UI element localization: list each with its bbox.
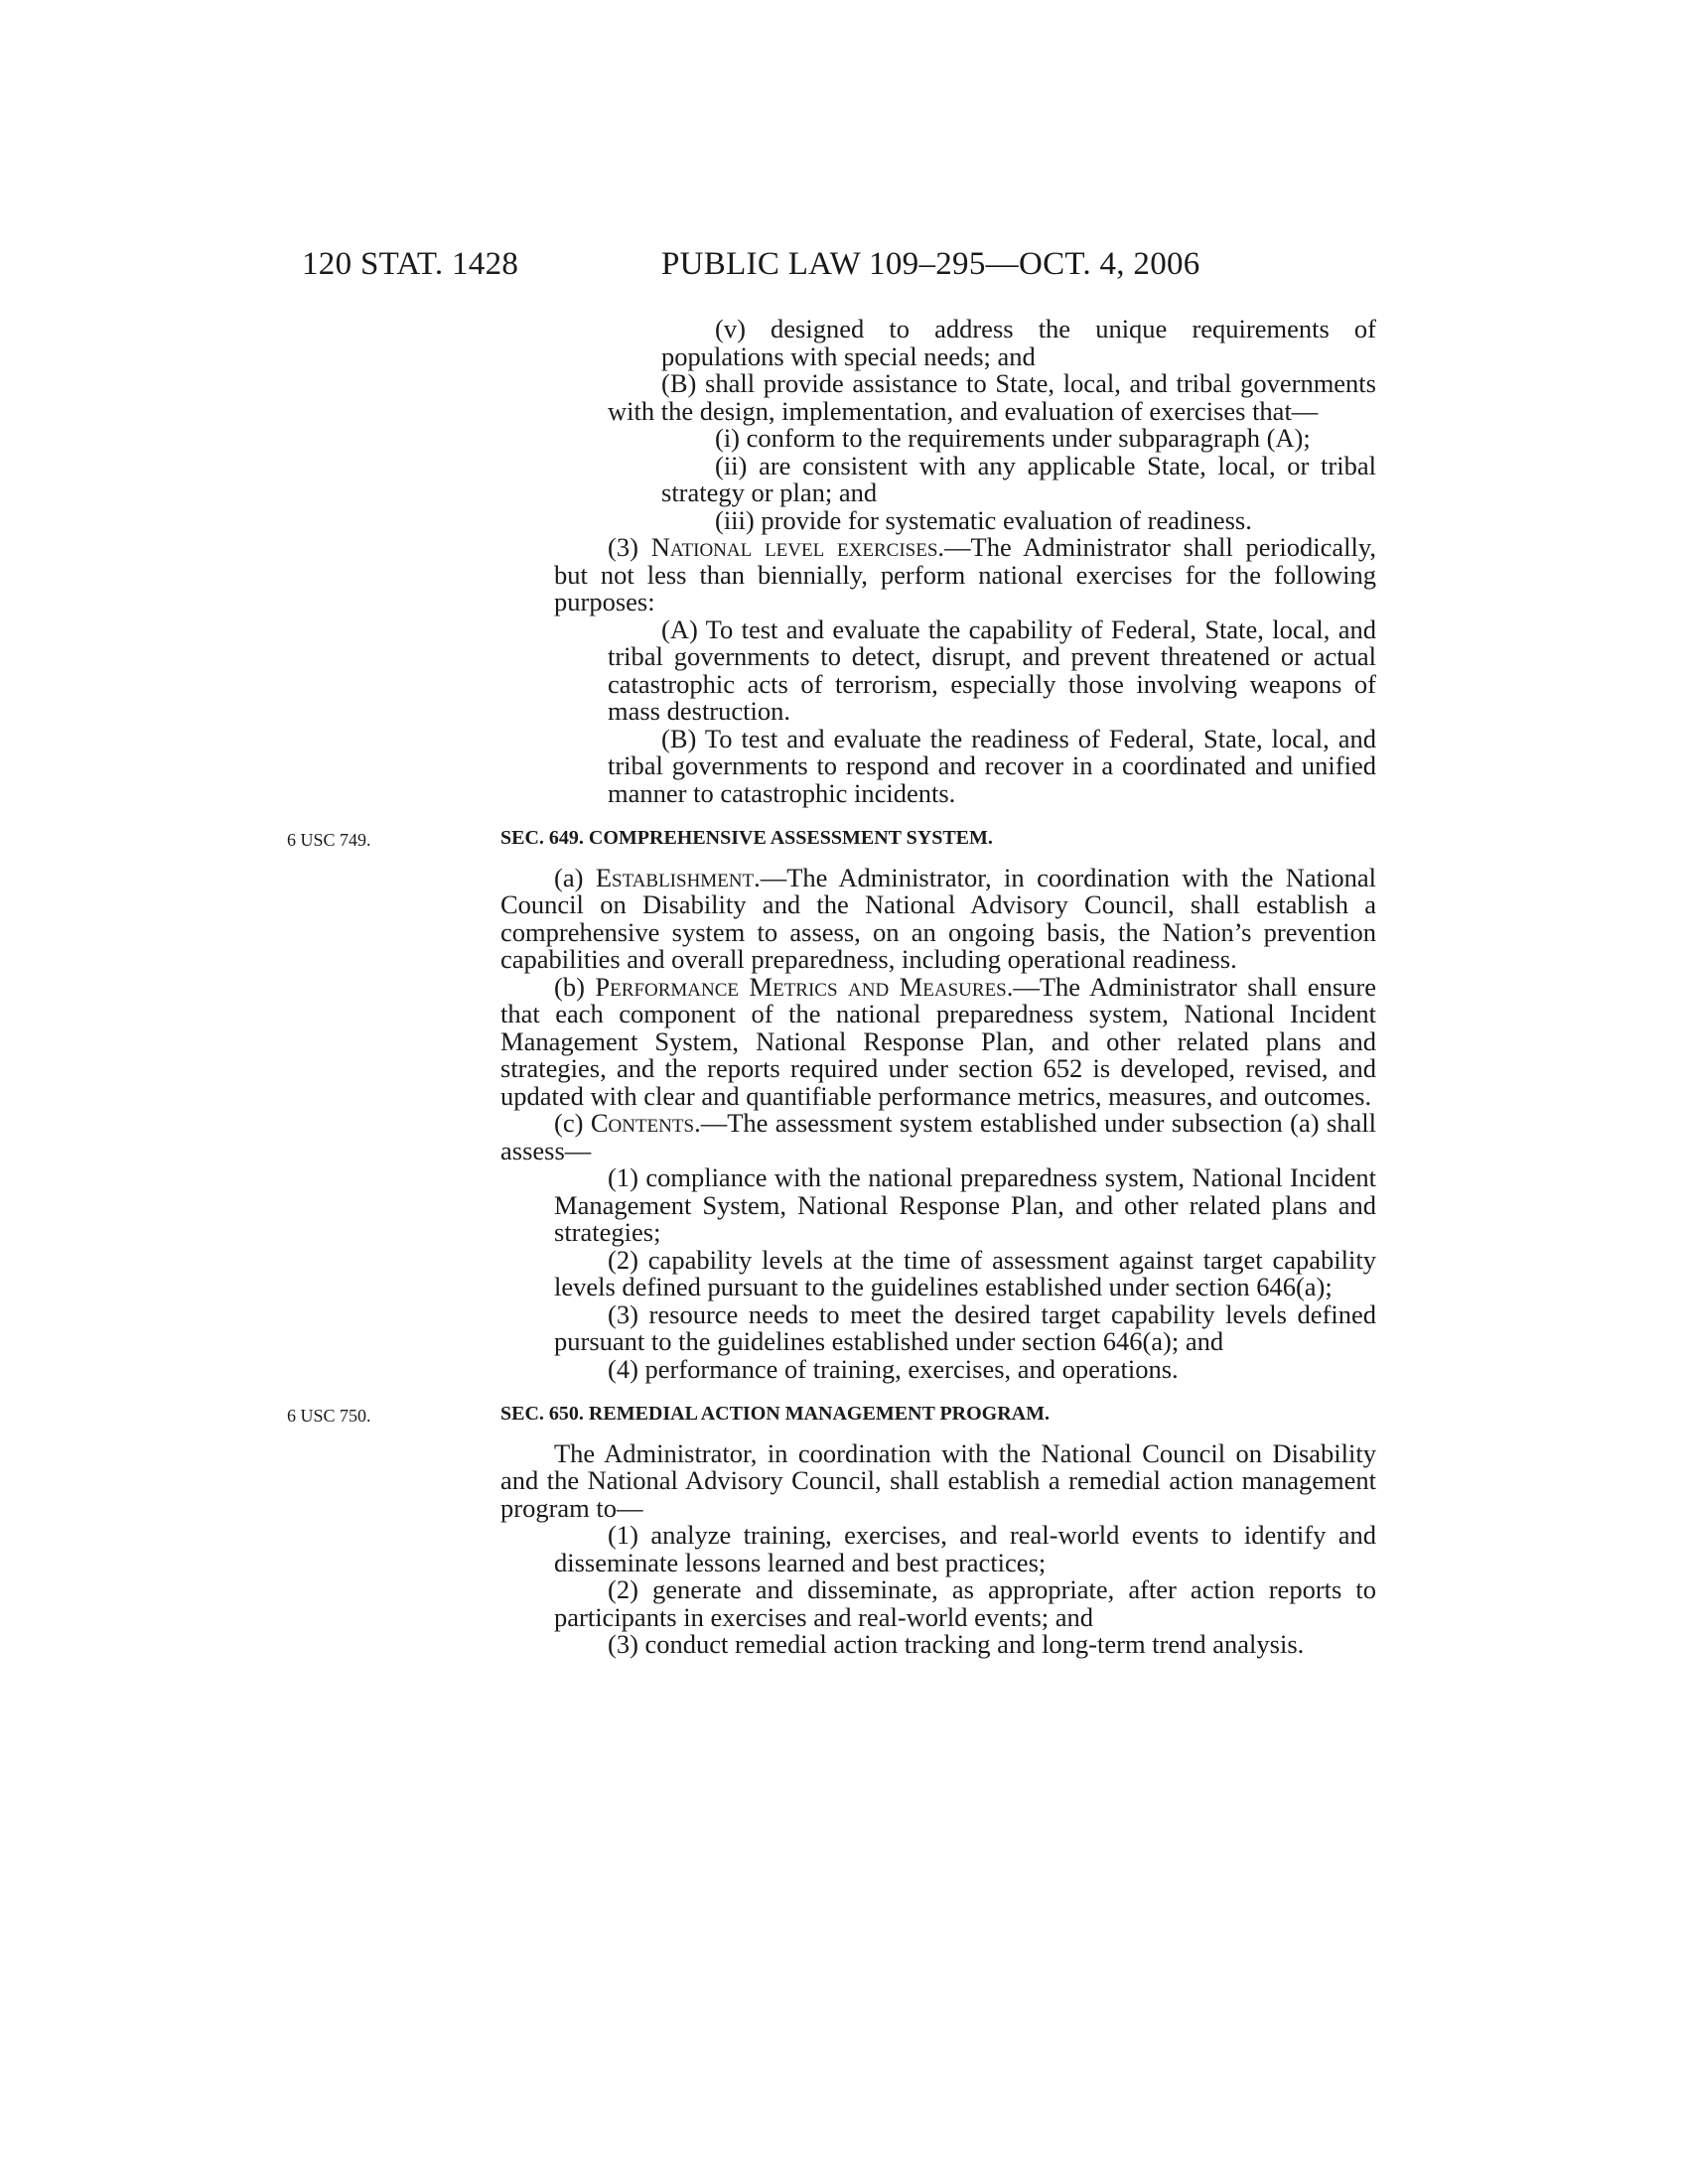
subsection-a-heading: Establishment <box>595 862 755 892</box>
subparagraph-b: (B) shall provide assistance to State, local, and tribal governments with the design, implementation, and evaluation of exercises that— <box>608 368 1376 426</box>
clause-b-ii: (ii) are consistent with any applicable State, local, or tribal strategy or plan; and <box>661 450 1376 507</box>
subsection-c-label: (c) <box>554 1108 584 1138</box>
document-body <box>287 314 1377 1659</box>
section-650-paragraph-2: (2) generate and disseminate, as appropriate, after action reports to participants in exercises and real-world events; and <box>554 1574 1376 1632</box>
clause-b-iii: (iii) provide for systematic evaluation of readiness. <box>715 504 1252 535</box>
section-650-intro: The Administrator, in coordination with the National Council on Disability and the National Advisory Council, shall establish a remedial action management program to— <box>500 1437 1376 1523</box>
subsection-b-text: .—The Administrator shall ensure that each component of the national preparedness system, National Incident Management System, National Response Plan, and other related plans and strategies, and the reports required under section 652 is developed, revised, and updated with clear and quantifiable performance metrics, measures, and outcomes. <box>500 971 1377 1111</box>
section-650-paragraph-3: (3) conduct remedial action tracking and long-term trend analysis. <box>608 1629 1305 1659</box>
subsection-c-paragraph-1: (1) compliance with the national preparedness system, National Incident Management System, National Response Plan, and other related plans and strategies; <box>554 1162 1376 1247</box>
paragraph-3-b: (B) To test and evaluate the readiness of Federal, State, local, and tribal governments to respond and recover in a coordinated and unified manner to catastrophic incidents. <box>608 723 1376 808</box>
clause-b-i: (i) conform to the requirements under subparagraph (A); <box>715 423 1311 453</box>
subsection-c-paragraph-2: (2) capability levels at the time of assessment against target capability levels defined pursuant to the guidelines established under section 646(a); <box>554 1244 1376 1301</box>
section-650-paragraph-1: (1) analyze training, exercises, and real-world events to identify and disseminate lessons learned and best practices; <box>554 1520 1376 1577</box>
subsection-a <box>500 862 1377 974</box>
stat-page-reference: 120 STAT. 1428 <box>302 246 519 282</box>
section-650-heading: SEC. 650. REMEDIAL ACTION MANAGEMENT PROGRAM. <box>500 1403 1050 1425</box>
paragraph-3 <box>500 534 1376 616</box>
paragraph-3-a: (A) To test and evaluate the capability of Federal, State, local, and tribal governments to detect, disrupt, and prevent threatened or actual catastrophic acts of terrorism, especially those involving weapons of mass destruction. <box>608 614 1376 726</box>
subsection-b-label: (b) <box>554 971 585 1002</box>
subsection-c-paragraph-3: (3) resource needs to meet the desired target capability levels defined pursuant to the guidelines established under section 646(a); and <box>554 1298 1376 1356</box>
subsection-a-label: (a) <box>554 862 584 892</box>
paragraph-3-label: (3) <box>608 532 638 562</box>
section-649-heading: SEC. 649. COMPREHENSIVE ASSESSMENT SYSTEM. <box>500 827 993 849</box>
section-649-margin-note: 6 USC 749. <box>287 830 371 850</box>
section-650-heading-row <box>287 1401 1376 1429</box>
subsection-b-heading: Performance Metrics and Measures <box>595 971 1007 1002</box>
subsection-a-text: .—The Administrator, in coordination with the National Council on Disability and the National Advisory Council, shall establish a comprehensive system to assess, on an ongoing basis, the Nation’s prevention capabilities and overall preparedness, including operational readiness. <box>500 862 1377 974</box>
section-650-margin-note: 6 USC 750. <box>287 1406 371 1426</box>
paragraph-3-text: .—The Administrator shall periodically, but not less than biennially, perform national exercises for the following purposes: <box>554 532 1376 616</box>
subsection-c-text: .—The assessment system established under subsection (a) shall assess— <box>500 1108 1376 1165</box>
clause-v: (v) designed to address the unique requirements of populations with special needs; and <box>661 314 1376 371</box>
subsection-c-paragraph-4: (4) performance of training, exercises, and operations. <box>608 1353 1179 1384</box>
running-header-title: PUBLIC LAW 109–295—OCT. 4, 2006 <box>661 246 1200 282</box>
paragraph-3-heading: National level exercises <box>650 532 938 562</box>
subsection-c <box>500 1110 1376 1164</box>
section-649-heading-row <box>287 825 1376 853</box>
subsection-c-heading: Contents <box>590 1108 695 1138</box>
subsection-b <box>500 971 1377 1111</box>
